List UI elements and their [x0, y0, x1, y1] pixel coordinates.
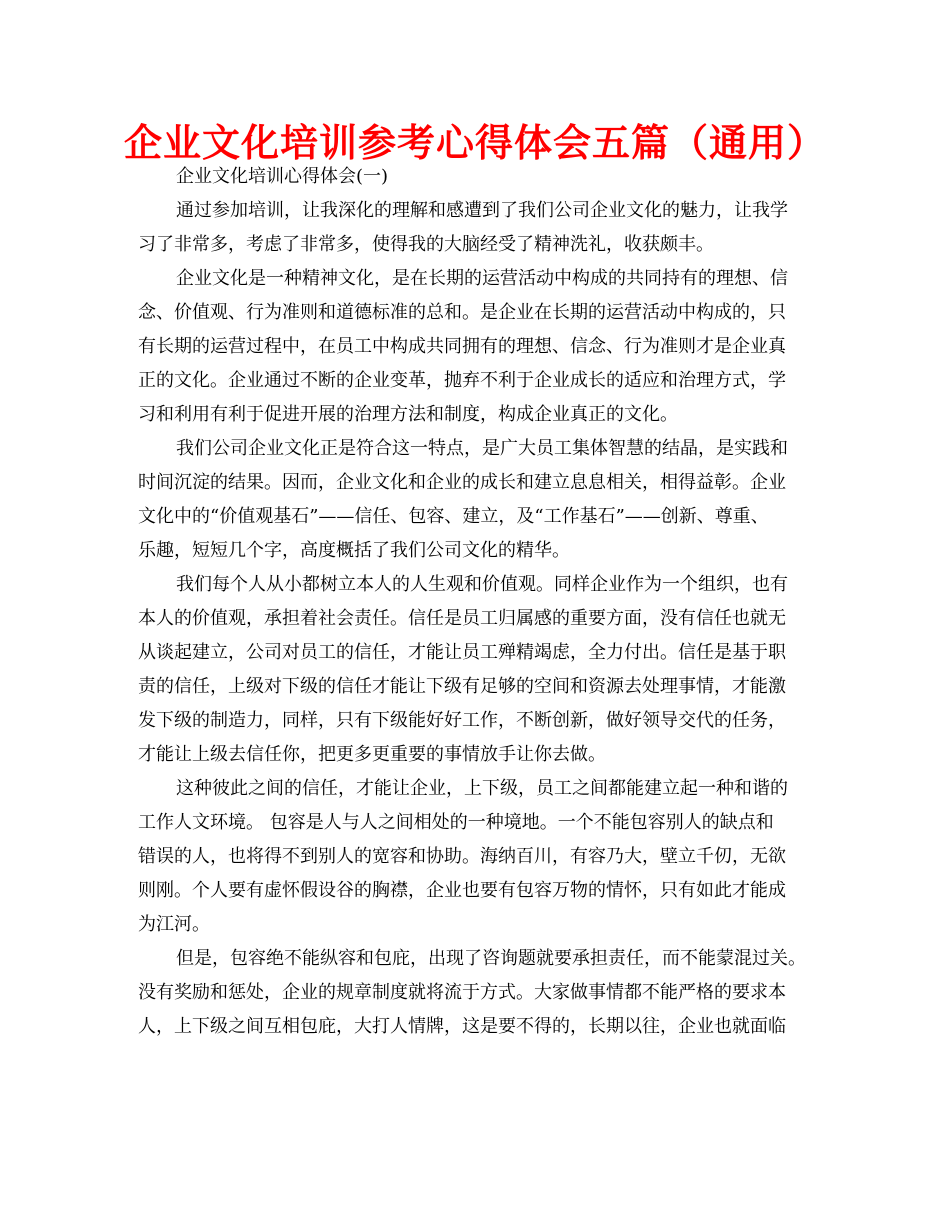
text-line: 则刚。个人要有虚怀假设谷的胸襟，企业也要有包容万物的情怀，只有如此才能成	[138, 880, 786, 901]
text-line: 通过参加培训，让我深化的理解和感遭到了我们公司企业文化的魅力，让我学	[176, 200, 788, 221]
text-line: 有长期的运营过程中，在员工中构成共同拥有的理想、信念、行为准则才是企业真	[138, 336, 786, 357]
document-body	[138, 160, 818, 1044]
text-line: 念、价值观、行为准则和道德标准的总和。是企业在长期的运营活动中构成的，只	[138, 302, 786, 323]
text-line: 发下级的制造力，同样，只有下级能好好工作，不断创新，做好领导交代的任务，	[138, 710, 786, 731]
text-line: 责的信任，上级对下级的信任才能让下级有足够的空间和资源去处理事情，才能激	[138, 676, 786, 697]
text-line: 企业文化是一种精神文化，是在长期的运营活动中构成的共同持有的理想、信	[176, 268, 788, 289]
text-line: 时间沉淀的结果。因而，企业文化和企业的成长和建立息息相关，相得益彰。企业	[138, 472, 786, 493]
text-line: 习了非常多，考虑了非常多，使得我的大脑经受了精神洗礼，收获颇丰。	[138, 234, 714, 255]
text-line: 但是，包容绝不能纵容和包庇，出现了咨询题就要承担责任，而不能蒙混过关。	[176, 948, 806, 969]
text-line: 没有奖励和惩处，企业的规章制度就将流于方式。大家做事情都不能严格的要求本	[138, 982, 786, 1003]
text-line: 这种彼此之间的信任，才能让企业，上下级，员工之间都能建立起一种和谐的	[176, 778, 788, 799]
text-line: 从谈起建立，公司对员工的信任，才能让员工殚精竭虑，全力付出。信任是基于职	[138, 642, 786, 663]
text-line: 为江河。	[138, 914, 210, 935]
text-line: 我们每个人从小都树立本人的人生观和价值观。同样企业作为一个组织，也有	[176, 574, 788, 595]
text-line: 人，上下级之间互相包庇，大打人情牌，这是要不得的，长期以往，企业也就面临	[138, 1016, 786, 1037]
text-line: 乐趣，短短几个字，高度概括了我们公司文化的精华。	[138, 540, 570, 561]
text-line: 工作人文环境。 包容是人与人之间相处的一种境地。一个不能包容别人的缺点和	[138, 812, 774, 833]
text-line: 错误的人，也将得不到别人的宽容和协助。海纳百川，有容乃大，壁立千仞，无欲	[138, 846, 786, 867]
text-line: 企业文化培训心得体会(一)	[176, 166, 389, 187]
text-line: 习和利用有利于促进开展的治理方法和制度，构成企业真正的文化。	[138, 404, 678, 425]
document-title: 企业文化培训参考心得体会五篇（通用）	[123, 121, 826, 165]
text-line: 正的文化。企业通过不断的企业变革，抛弃不利于企业成长的适应和治理方式，学	[138, 370, 786, 391]
text-line: 本人的价值观，承担着社会责任。信任是员工归属感的重要方面，没有信任也就无	[138, 608, 786, 629]
text-line: 文化中的“价值观基石”——信任、包容、建立，及“工作基石”——创新、尊重、	[138, 506, 769, 527]
text-line: 我们公司企业文化正是符合这一特点，是广大员工集体智慧的结晶，是实践和	[176, 438, 788, 459]
text-line: 才能让上级去信任你，把更多更重要的事情放手让你去做。	[138, 744, 606, 765]
